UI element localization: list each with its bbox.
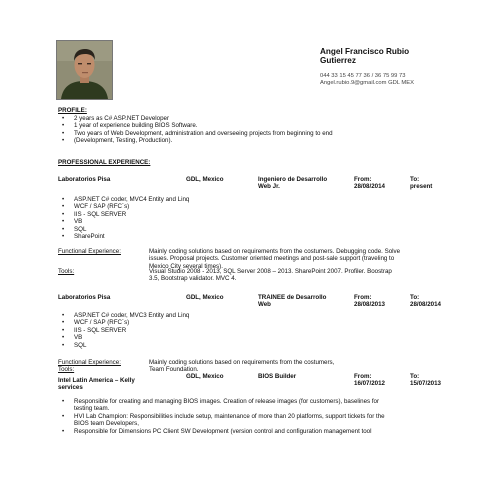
- job2-role: TRAINEE de Desarrollo Web: [258, 294, 327, 309]
- job1-company: Laboratorios Pisa: [58, 176, 111, 183]
- job3-to: To: 15/07/2013: [410, 373, 441, 388]
- job2-company: Laboratorios Pisa: [58, 294, 111, 301]
- list-item: • SQL: [58, 342, 358, 349]
- profile-list: [58, 115, 478, 145]
- list-item: • WCF / SAP (RFC´s): [58, 203, 358, 210]
- job2-skills: [58, 312, 358, 349]
- list-item: • VB: [58, 334, 358, 341]
- profile-item: • Two years of Web Development, administration and overseeing projects from beginning to end: [58, 130, 478, 137]
- list-item: • SQL: [58, 226, 358, 233]
- name-line-2: Gutierrez: [320, 56, 356, 65]
- profile-item-continued: • (Development, Testing, Production).: [58, 137, 478, 144]
- list-item: • WCF / SAP (RFC´s): [58, 319, 358, 326]
- name-line-1: Angel Francisco Rubio: [320, 47, 410, 56]
- job3-location: GDL, Mexico: [186, 373, 224, 380]
- job1-role: Ingeniero de Desarrollo Web Jr.: [258, 176, 328, 191]
- experience-heading: PROFESSIONAL EXPERIENCE:: [58, 159, 151, 166]
- list-item: • ASP.NET C# coder, MVC4 Entity and Linq: [58, 196, 358, 203]
- list-item: • Responsible for creating and managing BIOS images. Creation of release images (for customers), baselines for testing team.: [58, 398, 483, 413]
- list-item: • HVI Lab Champion: Responsibilities include setup, maintenance of more than 20 platforms, support tickets for the BIOS team Developers,: [58, 413, 483, 428]
- list-item: • IIS - SQL SERVER: [58, 327, 358, 334]
- candidate-name: [320, 47, 470, 65]
- job1-skills: [58, 196, 358, 240]
- job2-tools-label: Tools:: [58, 366, 75, 373]
- job1-to: To: present: [410, 176, 433, 191]
- profile-item: • 1 year of experience building BIOS Software.: [58, 122, 478, 129]
- job1-functional-text: Mainly coding solutions based on requirements from the costumers. Debugging code. Solve issues. Proposal projects. Customer oriented meetings and post-sale support (traveling to Mexico City several times).: [149, 248, 401, 270]
- job3-from: From: 16/07/2012: [354, 373, 385, 388]
- phone-numbers: 044 33 15 45 77 36 / 36 75 99 73: [320, 73, 406, 79]
- email-address: Angel.rubio.9@gmail.com GDL MEX: [320, 80, 414, 86]
- profile-item: • 2 years as C# ASP.NET Developer: [58, 115, 478, 122]
- job1-functional-label: Functional Experience:: [58, 248, 121, 255]
- job2-functional-label: Functional Experience:: [58, 359, 121, 366]
- list-item: • ASP.NET C# coder, MVC3 Entity and Linq: [58, 312, 358, 319]
- job2-location: GDL, Mexico: [186, 294, 224, 301]
- list-item: • Responsible for Dimensions PC Client SW Development (version control and configuration management tool: [58, 428, 483, 435]
- job1-tools-text: Visual Studio 2008 - 2013, SQL Server 2008 – 2013. SharePoint 2007. Profiler. Boostrap 3.5, Bootstrap validator. MVC 4.: [149, 268, 392, 283]
- job2-functional-text: Mainly coding solutions based on requirements from the costumers,: [149, 359, 335, 366]
- list-item: • VB: [58, 218, 358, 225]
- list-item: • IIS - SQL SERVER: [58, 211, 358, 218]
- profile-photo: [56, 40, 113, 100]
- list-item: • SharePoint: [58, 233, 358, 240]
- job2-tools-text: Team Foundation.: [149, 366, 199, 373]
- job3-company: Intel Latin America – Kelly services: [58, 377, 135, 392]
- job1-tools-label: Tools:: [58, 268, 75, 275]
- job1-location: GDL, Mexico: [186, 176, 224, 183]
- profile-heading: PROFILE:: [58, 107, 87, 114]
- job1-from: From: 28/08/2014: [354, 176, 385, 191]
- job2-from: From: 28/08/2013: [354, 294, 385, 309]
- job3-role: BIOS Builder: [258, 373, 297, 380]
- job3-responsibilities: [58, 398, 483, 435]
- job2-to: To: 28/08/2014: [410, 294, 441, 309]
